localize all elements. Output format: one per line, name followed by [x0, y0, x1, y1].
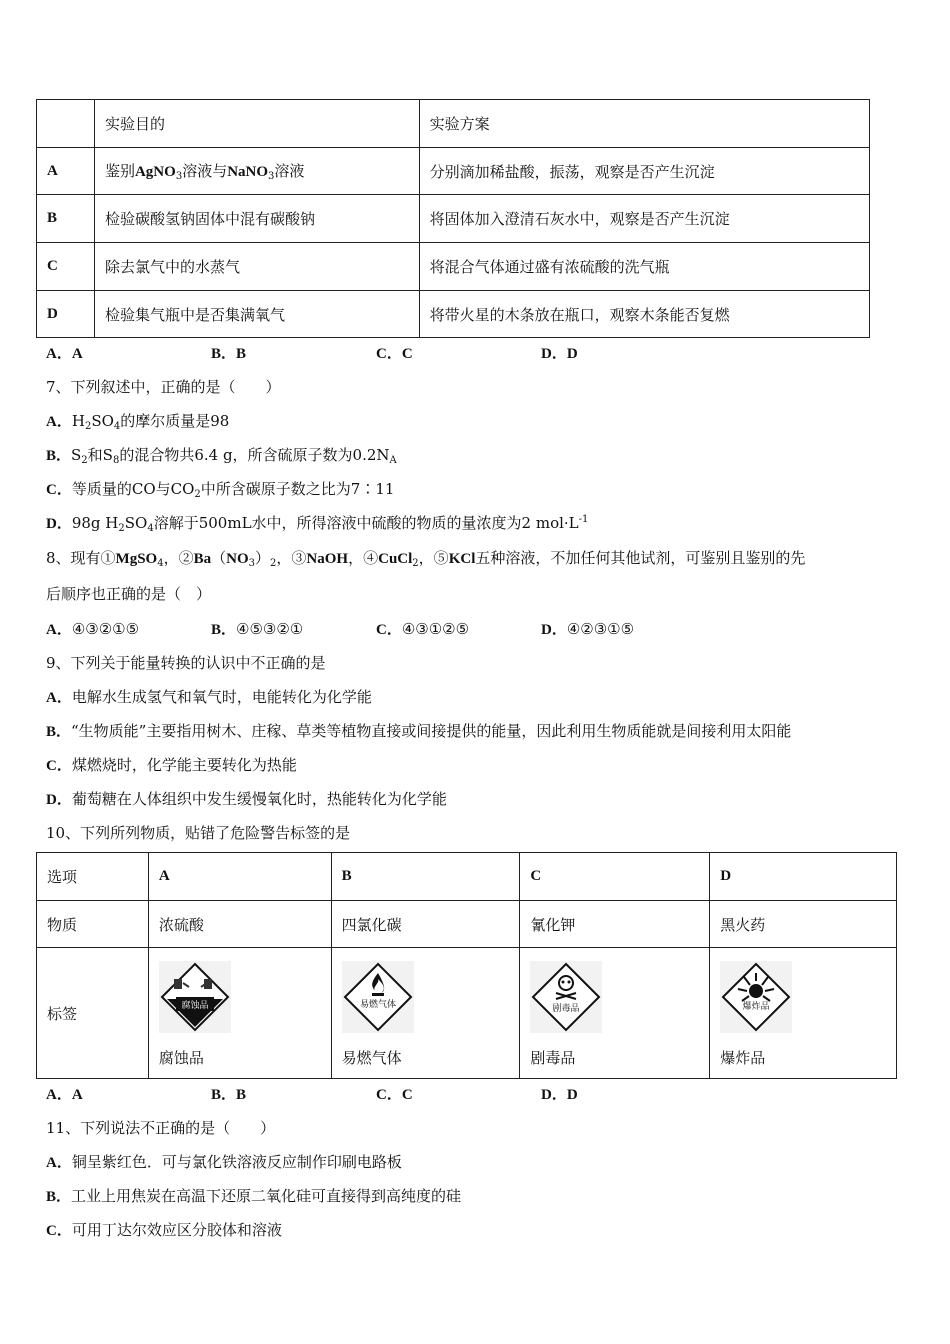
row-plan: 分别滴加稀盐酸，振荡，观察是否产生沉淀 — [419, 148, 869, 195]
q10-choice-b[interactable]: B．B — [211, 1087, 247, 1103]
row-purpose: 检验碳酸氢钠固体中混有碳酸钠 — [94, 195, 419, 243]
q7-stem: 7、下列叙述中，正确的是（ ） — [46, 378, 281, 396]
q10-choice-d[interactable]: D．D — [541, 1087, 578, 1103]
table-row — [37, 148, 870, 195]
q11-stem: 11、下列说法不正确的是（ ） — [46, 1119, 276, 1137]
q8-choice-a[interactable]: A．④③②①⑤ — [46, 620, 140, 638]
svg-text:爆炸品: 爆炸品 — [742, 1001, 770, 1012]
q7-option-c[interactable]: C．等质量的CO与$CO_2$中所含碳原子数之比为7∶11 — [46, 480, 395, 500]
q11-option-a[interactable]: A．铜呈紫红色．可与氯化铁溶液反应制作印刷电路板 — [46, 1153, 402, 1171]
flammable-gas-sign-icon — [342, 961, 414, 1033]
corrosive-sign-icon — [159, 961, 231, 1033]
caption-b: 易燃气体 — [341, 1048, 402, 1067]
q6-choice-a[interactable]: A．A — [46, 346, 83, 362]
toxic-sign-icon — [530, 961, 602, 1033]
row-purpose: 鉴别AgNO$_3$溶液与NaNO$_3$溶液 — [94, 148, 419, 195]
cell-label-label: 标签 — [37, 948, 149, 1079]
q11-option-c[interactable]: C．可用丁达尔效应区分胶体和溶液 — [46, 1221, 282, 1239]
svg-text:剧毒品: 剧毒品 — [552, 1003, 580, 1014]
q9-option-c[interactable]: C．煤燃烧时，化学能主要转化为热能 — [46, 756, 297, 774]
table-row-substance — [37, 901, 897, 948]
row-label: A — [37, 148, 95, 195]
table-row-option — [37, 853, 897, 901]
row-label: B — [37, 195, 95, 243]
experiment-table — [36, 99, 870, 338]
row-plan: 将固体加入澄清石灰水中，观察是否产生沉淀 — [419, 195, 869, 243]
cell-label-c — [520, 948, 710, 1079]
q7-option-d[interactable]: D．98g $H_2SO_4$溶解于500mL水中，所得溶液中硫酸的物质的量浓度为2 $mol\cdot L^{-1}$ — [46, 514, 589, 534]
q8-choice-b[interactable]: B．④⑤③②① — [211, 620, 304, 638]
table-row — [37, 291, 870, 338]
q9-option-a[interactable]: A．电解水生成氢气和氧气时，电能转化为化学能 — [46, 688, 372, 706]
explosive-sign-icon — [720, 961, 792, 1033]
caption-a: 腐蚀品 — [158, 1048, 204, 1067]
q10-choice-c[interactable]: C．C — [376, 1087, 413, 1103]
cell-option-d: D — [710, 853, 897, 901]
row-purpose: 检验集气瓶中是否集满氧气 — [94, 291, 419, 338]
table-row — [37, 195, 870, 243]
row-plan: 将带火星的木条放在瓶口，观察木条能否复燃 — [419, 291, 869, 338]
cell-option-b: B — [331, 853, 520, 901]
table-row — [37, 243, 870, 291]
cell-label-d — [710, 948, 897, 1079]
q8-stem-line2: 后顺序也正确的是（ ） — [46, 585, 212, 603]
cell-option-label: 选项 — [37, 853, 149, 901]
cell-option-c: C — [520, 853, 710, 901]
table-header-empty — [37, 100, 95, 148]
q6-choice-d[interactable]: D．D — [541, 346, 578, 362]
cell-substance-d: 黑火药 — [710, 901, 897, 948]
row-label: C — [37, 243, 95, 291]
q10-stem: 10、下列所列物质，贴错了危险警告标签的是 — [46, 824, 351, 842]
table-header-purpose: 实验目的 — [94, 100, 419, 148]
q6-choice-b[interactable]: B．B — [211, 346, 247, 362]
row-label: D — [37, 291, 95, 338]
q10-choice-a[interactable]: A．A — [46, 1087, 83, 1103]
table-row-label — [37, 948, 897, 1079]
cell-label-b — [331, 948, 520, 1079]
q8-stem-line1: 8、现有①MgSO$_4$，$②Ba(NO_3)_2$，③NaOH，④CuCl$_2$，⑤KCl五种溶液，不加任何其他试剂，可鉴别且鉴别的先 — [46, 549, 806, 569]
q9-option-d[interactable]: D．葡萄糖在人体组织中发生缓慢氧化时，热能转化为化学能 — [46, 790, 447, 808]
q6-choice-c[interactable]: C．C — [376, 346, 413, 362]
table-header-plan: 实验方案 — [419, 100, 869, 148]
cell-substance-a: 浓硫酸 — [148, 901, 331, 948]
cell-substance-c: 氰化钾 — [520, 901, 710, 948]
cell-substance-label: 物质 — [37, 901, 149, 948]
q8-choice-d[interactable]: D．④②③①⑤ — [541, 620, 635, 638]
q9-stem: 9、下列关于能量转换的认识中不正确的是 — [46, 654, 326, 672]
svg-text:腐蚀品: 腐蚀品 — [181, 1000, 209, 1011]
cell-option-a: A — [148, 853, 331, 901]
cell-substance-b: 四氯化碳 — [331, 901, 520, 948]
q7-option-a[interactable]: A．$H_2SO_4$的摩尔质量是98 — [46, 412, 230, 432]
q8-choice-c[interactable]: C．④③①②⑤ — [376, 620, 470, 638]
row-plan: 将混合气体通过盛有浓硫酸的洗气瓶 — [419, 243, 869, 291]
row-purpose: 除去氯气中的水蒸气 — [94, 243, 419, 291]
svg-text:易燃气体: 易燃气体 — [359, 999, 396, 1010]
caption-d: 爆炸品 — [720, 1048, 766, 1067]
hazard-label-table — [36, 852, 897, 1079]
caption-c: 剧毒品 — [530, 1048, 576, 1067]
cell-label-a — [148, 948, 331, 1079]
table-header-row — [37, 100, 870, 148]
q7-option-b[interactable]: B．$S_2$和$S_8$的混合物共6.4 g，所含硫原子数为$0.2N_A$ — [46, 446, 397, 466]
q9-option-b[interactable]: B．“生物质能”主要指用树木、庄稼、草类等植物直接或间接提供的能量，因此利用生物质能就是间接利用太阳能 — [46, 722, 792, 740]
q11-option-b[interactable]: B．工业上用焦炭在高温下还原二氧化硅可直接得到高纯度的硅 — [46, 1187, 462, 1205]
